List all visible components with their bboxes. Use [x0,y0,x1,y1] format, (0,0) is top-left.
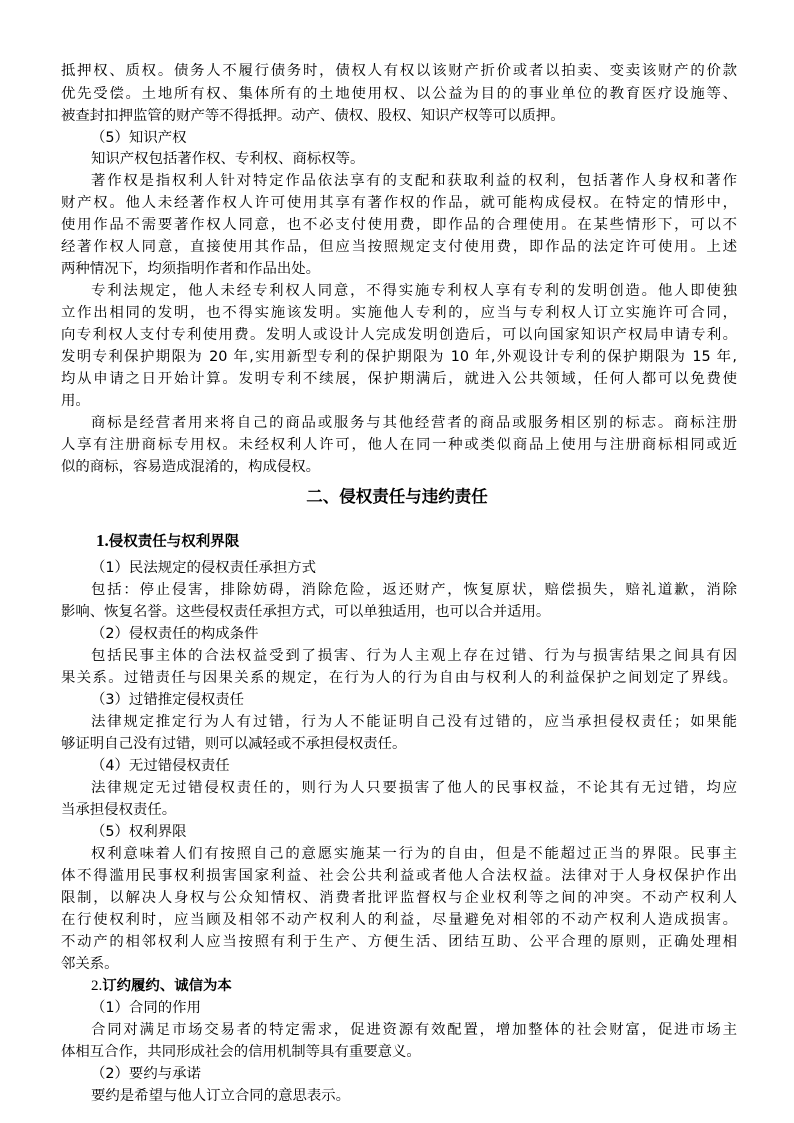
paragraph-line: 向专利权人支付专利使用费。发明人或设计人完成发明创造后，可以向国家知识产权局申请专利。 [61,327,737,343]
item-heading: （1）合同的作用 [91,1000,201,1016]
item-heading: （4）无过错侵权责任 [91,758,230,774]
paragraph-line: 发明专利保护期限为 20 年,实用新型专利的保护期限为 10 年,外观设计专利的保护期限为 15 年, [61,349,737,365]
paragraph-line: 被查封扣押监管的财产等不得抵押。动产、债权、股权、知识产权等可以质押。 [61,108,565,124]
subsection-heading [96,530,239,553]
paragraph-line: 够证明自己没有过错，则可以减轻或不承担侵权责任。 [61,736,407,752]
paragraph-line: 优先受偿。土地所有权、集体所有的土地使用权、以公益为目的的事业单位的教育医疗设施等、 [61,86,737,102]
paragraph-line: 著作权是指权利人针对特定作品依法享有的支配和获取利益的权利，包括著作人身权和著作 [91,173,737,189]
paragraph-line: 包括：停止侵害，排除妨碍，消除危险，返还财产，恢复原状，赔偿损失，赔礼道歉，消除 [91,582,737,598]
paragraph-line: 体相互合作，共同形成社会的信用机制等具有重要意义。 [61,1044,421,1060]
paragraph-line: 两种情况下，均须指明作者和作品出处。 [61,261,321,277]
paragraph-line: 专利法规定，他人未经专利权人同意，不得实施专利权人享有专利的发明创造。他人即使独 [91,283,737,299]
item-heading: （2）侵权责任的构成条件 [91,626,259,642]
paragraph-line: 似的商标，容易造成混淆的，构成侵权。 [61,459,321,475]
paragraph-line: 人享有注册商标专用权。未经权利人许可，他人在同一种或类似商品上使用与注册商标相同或近 [61,437,737,453]
section-heading: 二、侵权责任与违约责任 [306,487,488,506]
paragraph-line: 知识产权包括著作权、专利权、商标权等。 [91,151,365,167]
paragraph-line: 影响、恢复名誉。这些侵权责任承担方式，可以单独适用，也可以合并适用。 [61,604,551,620]
paragraph-line: 邻关系。 [61,956,119,972]
paragraph-line: 在行使权利时，应当顾及相邻不动产权利人的利益，尽量避免对相邻的不动产权利人造成损害。 [61,912,737,928]
paragraph-line: 财产权。他人未经著作权人许可使用其享有著作权的作品，就可能构成侵权。在特定的情形中， [61,195,737,211]
paragraph-line: 体不得滥用民事权利损害国家利益、社会公共利益或者他人合法权益。法律对于人身权保护作出 [61,868,737,884]
paragraph-line: 法律规定推定行为人有过错，行为人不能证明自己没有过错的，应当承担侵权责任；如果能 [91,714,737,730]
paragraph-line: 均从申请之日开始计算。发明专利不续展，保护期满后，就进入公共领域，任何人都可以免费使 [61,371,737,387]
item-heading: （2）要约与承诺 [91,1066,201,1082]
subsection-title: 侵权责任与权利界限 [108,534,240,550]
paragraph-line: 当承担侵权责任。 [61,802,177,818]
paragraph-line: 要约是希望与他人订立合同的意思表示。 [91,1088,351,1104]
paragraph-line: 果关系。过错责任与因果关系的规定，在行为人的行为自由与权利人的利益保护之间划定了界线。 [61,670,737,686]
paragraph-line: 商标是经营者用来将自己的商品或服务与其他经营者的商品或服务相区别的标志。商标注册 [91,415,737,431]
subsection-heading [91,976,232,997]
paragraph-line: 不动产的相邻权利人应当按照有利于生产、方便生活、团结互助、公平合理的原则，正确处理相 [61,934,737,950]
subsection-title: 订约履约、诚信为本 [102,978,232,994]
paragraph-line: 抵押权、质权。债务人不履行债务时，债权人有权以该财产折价或者以拍卖、变卖该财产的价款 [61,63,737,79]
paragraph-line: 限制，以解决人身权与公众知情权、消费者批评监督权与企业权利等之间的冲突。不动产权利人 [61,890,737,906]
item-heading: （1）民法规定的侵权责任承担方式 [91,560,317,576]
paragraph-line: 法律规定无过错侵权责任的，则行为人只要损害了他人的民事权益，不论其有无过错，均应 [91,780,737,796]
item-heading: （5）知识产权 [91,130,187,146]
paragraph-line: 经著作权人同意，直接使用其作品，但应当按照规定支付使用费，即作品的法定许可使用。上述 [61,239,737,255]
paragraph-line: 用。 [61,393,90,409]
paragraph-line: 合同对满足市场交易者的特定需求，促进资源有效配置，增加整体的社会财富，促进市场主 [91,1022,737,1038]
paragraph-line: 使用作品不需要著作权人同意，也不必支付使用费，即作品的合理使用。在某些情形下，可以不 [61,217,737,233]
item-heading: （5）权利界限 [91,824,187,840]
item-heading: （3）过错推定侵权责任 [91,692,245,708]
paragraph-line: 包括民事主体的合法权益受到了损害、行为人主观上存在过错、行为与损害结果之间具有因 [91,648,737,664]
subsection-number: 1. [96,531,109,550]
paragraph-line: 权利意味着人们有按照自己的意愿实施某一行为的自由，但是不能超过正当的界限。民事主 [91,846,737,862]
subsection-number: 2. [91,978,103,994]
paragraph-line: 立作出相同的发明，也不得实施该发明。实施他人专利的，应当与专利权人订立实施许可合同， [61,305,737,321]
